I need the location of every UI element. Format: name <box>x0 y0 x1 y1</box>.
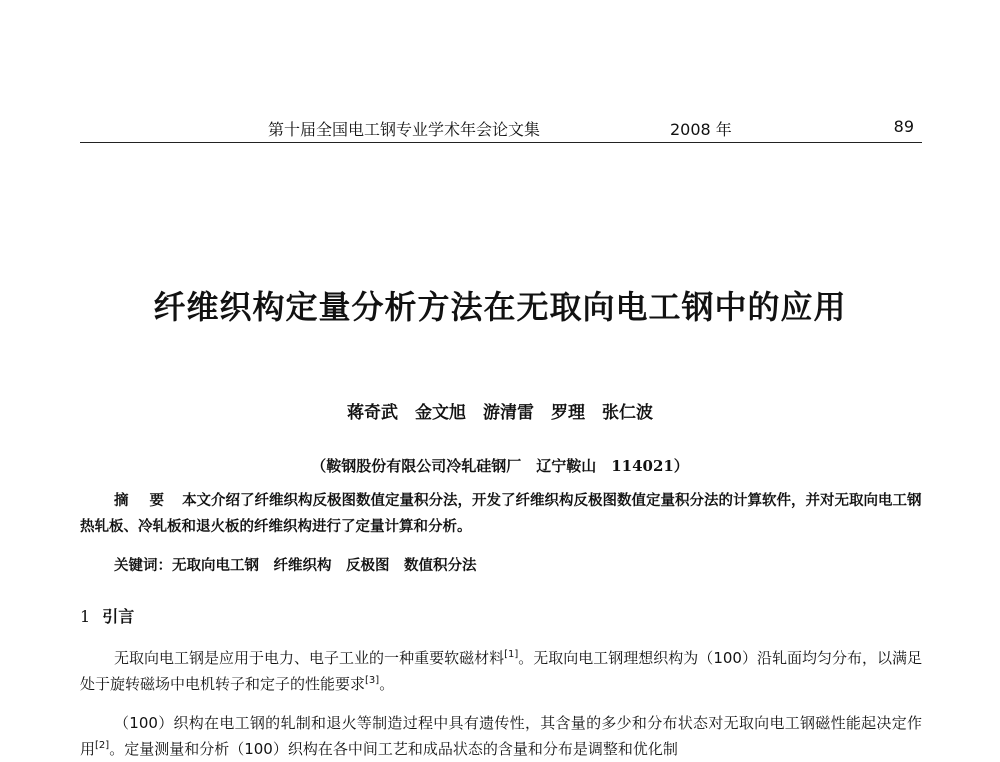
section-number: 1 <box>80 607 91 626</box>
keywords-text: 无取向电工钢 纤维织构 反极图 数值积分法 <box>172 557 477 574</box>
abstract <box>80 488 922 540</box>
abstract-text: 本文介绍了纤维织构反极图数值定量积分法，开发了纤维织构反极图数值定量积分法的计算软件，并对无取向电工钢热轧板、冷轧板和退火板的纤维织构进行了定量计算和分析。 <box>80 492 922 535</box>
keywords-label: 关键词： <box>114 558 172 574</box>
author-list: 蒋奇武 金文旭 游清雷 罗理 张仁波 <box>347 403 653 423</box>
journal-name: 第十届全国电工钢专业学术年会论文集 <box>268 120 541 139</box>
section-heading <box>80 604 134 627</box>
citation: [3] <box>365 675 380 686</box>
paragraph-text: 。 <box>379 675 395 693</box>
citation: [1] <box>504 649 519 660</box>
abstract-label: 摘 要 <box>114 493 173 509</box>
running-header <box>80 115 922 141</box>
page-number: 89 <box>893 117 914 136</box>
publication-year: 2008 年 <box>670 120 732 139</box>
affiliation: （鞍钢股份有限公司冷轧硅钢厂 辽宁鞍山 114021） <box>311 457 689 475</box>
paragraph-text: 。无取向电工钢理想织构为（100）沿轧面均匀分布，以满足处于旋转磁场中电机转子和定子的性能要求 <box>80 649 922 693</box>
body-paragraph <box>80 710 922 762</box>
keywords <box>114 554 922 575</box>
paper-title: 纤维织构定量分析方法在无取向电工钢中的应用 <box>153 288 847 326</box>
paragraph-text: 。定量测量和分析（100）织构在各中间工艺和成品状态的含量和分布是调整和优化制 <box>109 740 678 758</box>
header-rule <box>80 142 922 143</box>
paragraph-text: （100）织构在电工钢的轧制和退火等制造过程中具有遗传性，其含量的多少和分布状态对无取向电工钢磁性能起决定作用 <box>80 714 922 758</box>
section-title: 引言 <box>102 607 135 626</box>
body-paragraph <box>80 645 922 697</box>
paragraph-text: 无取向电工钢是应用于电力、电子工业的一种重要软磁材料 <box>114 649 505 667</box>
citation: [2] <box>95 740 110 751</box>
